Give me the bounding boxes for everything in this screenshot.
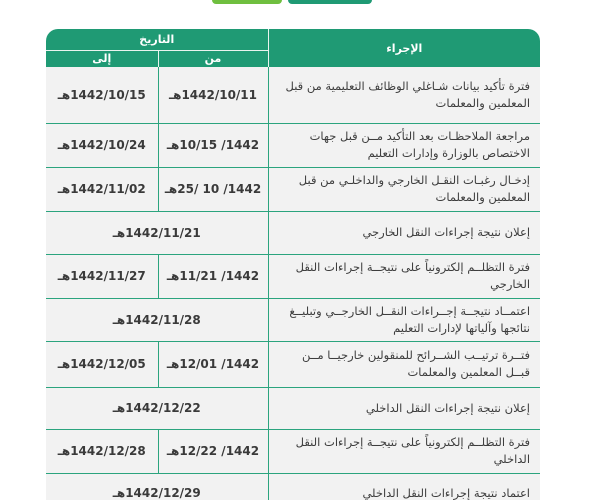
schedule-table <box>46 29 540 500</box>
to-column-header: إلى <box>46 50 158 67</box>
table-row <box>46 211 540 254</box>
table-row <box>46 387 540 429</box>
procedure-cell: فتــرة ترتيــب الشــرائح للمنقولين خارجيــا مــن قبــل المعلمين والمعلمات <box>268 341 540 387</box>
to-date-cell: 1442/12/28هـ <box>46 429 158 473</box>
procedure-cell: مراجعة الملاحظـات بعد التأكيد مــن قبل جهات الاختصاص بالوزارة وإدارات التعليم <box>268 123 540 167</box>
table-row <box>46 341 540 387</box>
procedure-column-header: الإجراء <box>268 29 540 67</box>
table-row <box>46 167 540 211</box>
to-date-cell: 1442/10/15هـ <box>46 67 158 123</box>
from-column-header: من <box>158 50 268 67</box>
procedure-cell: إعلان نتيجة إجراءات النقل الداخلي <box>268 387 540 429</box>
single-date-cell: 1442/12/22هـ <box>46 387 268 429</box>
procedure-cell: فترة التظلــم إلكترونياً على نتيجــة إجراءات النقل الداخلي <box>268 429 540 473</box>
table-row <box>46 67 540 123</box>
procedure-cell: فترة التظلــم إلكترونياً على نتيجــة إجراءات النقل الخارجي <box>268 254 540 298</box>
from-date-cell: 1442/ 12/22هـ <box>158 429 268 473</box>
table-row <box>46 429 540 473</box>
procedure-cell: إدخـال رغبـات النقـل الخارجي والداخلـي من قبل المعلمين والمعلمات <box>268 167 540 211</box>
decoration-green-bar <box>212 0 282 4</box>
procedure-cell: فترة تأكيد بيانات شـاغلي الوظائف التعليمية من قبل المعلمين والمعلمات <box>268 67 540 123</box>
decoration-teal-bar <box>288 0 372 4</box>
to-date-cell: 1442/11/02هـ <box>46 167 158 211</box>
table-row <box>46 254 540 298</box>
single-date-cell: 1442/11/21هـ <box>46 211 268 254</box>
top-decoration <box>212 0 372 4</box>
table-row <box>46 473 540 500</box>
from-date-cell: 1442/ 12/01هـ <box>158 341 268 387</box>
table-row <box>46 298 540 341</box>
procedure-cell: إعلان نتيجة إجراءات النقل الخارجي <box>268 211 540 254</box>
single-date-cell: 1442/11/28هـ <box>46 298 268 341</box>
procedure-cell: اعتمــاد نتيجــة إجــراءات النقــل الخارجــي وتبليــغ نتائجها وآلياتها لإدارات التعليم <box>268 298 540 341</box>
date-column-header: التاريخ <box>46 29 268 50</box>
to-date-cell: 1442/11/27هـ <box>46 254 158 298</box>
single-date-cell: 1442/12/29هـ <box>46 473 268 500</box>
to-date-cell: 1442/12/05هـ <box>46 341 158 387</box>
from-date-cell: 1442/ 11/21هـ <box>158 254 268 298</box>
procedure-cell: اعتماد نتيجة إجراءات النقل الداخلي <box>268 473 540 500</box>
from-date-cell: 1442/10/11هـ <box>158 67 268 123</box>
to-date-cell: 1442/10/24هـ <box>46 123 158 167</box>
table-row <box>46 123 540 167</box>
from-date-cell: 1442/ 10/15هـ <box>158 123 268 167</box>
from-date-cell: 1442/ 10 /25هـ <box>158 167 268 211</box>
schedule-table-container <box>46 29 540 500</box>
